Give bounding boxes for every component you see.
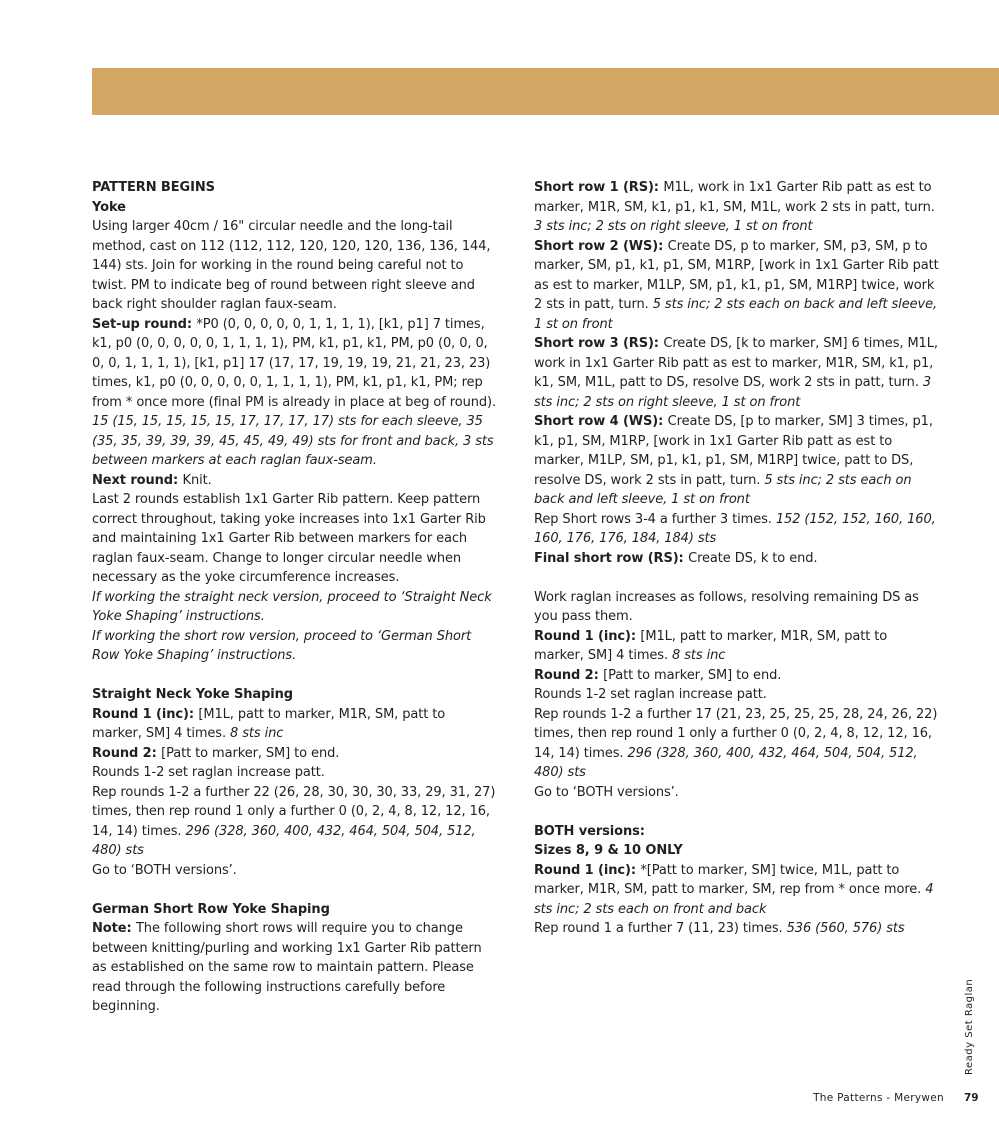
stitch-count-note: 15 (15, 15, 15, 15, 15, 17, 17, 17, 17) sts for each sleeve, 35 (35, 35, 39, 39, 39, 45, 45, 49, 49) sts for front and back, 3 sts between markers at each raglan faux-seam. <box>92 414 494 468</box>
instruction-label: Set-up round: <box>92 316 197 332</box>
section-heading: German Short Row Yoke Shaping <box>92 901 330 917</box>
instruction-text: Rep round 1 a further 7 (11, 23) times. <box>534 921 787 936</box>
instruction-paragraph <box>92 763 497 783</box>
stitch-count-note: 3 sts inc; 2 sts on right sleeve, 1 st on front <box>534 375 932 410</box>
instruction-text: [Patt to marker, SM] to end. <box>603 667 782 683</box>
stitch-count-note: If working the short row version, proceed to ‘German Short Row Yoke Shaping’ instructions. <box>92 628 472 663</box>
instruction-text: Rep rounds 1-2 a further 22 (26, 28, 30, 30, 30, 33, 29, 31, 27) times, then rep round 1 only a further 0 (0, 2, 4, 8, 12, 12, 16, 14, 14) times. <box>92 784 496 839</box>
instruction-paragraph <box>92 471 497 491</box>
stitch-count-note: 5 sts inc; 2 sts each on back and left sleeve, 1 st on front <box>534 472 912 507</box>
instruction-text: Work raglan increases as follows, resolving remaining DS as you pass them. <box>534 589 919 624</box>
instruction-text: Last 2 rounds establish 1x1 Garter Rib pattern. Keep pattern correct throughout, taking yoke increases into 1x1 Garter Rib and maintaining 1x1 Garter Rib between markers for each raglan faux-seam. Change to longer circular needle when necessary as the yoke circumference increases. <box>92 492 486 585</box>
paragraph-gap <box>92 666 497 686</box>
instruction-paragraph <box>534 783 939 803</box>
instruction-paragraph <box>92 588 497 627</box>
instruction-paragraph <box>92 861 497 881</box>
instruction-label: Round 2: <box>92 745 162 761</box>
stitch-count-note: 3 sts inc; 2 sts on right sleeve, 1 st on front <box>534 219 813 234</box>
section-heading: Straight Neck Yoke Shaping <box>92 687 293 702</box>
stitch-count-note: 152 (152, 152, 160, 160, 160, 176, 176, 184, 184) sts <box>534 511 936 546</box>
stitch-count-note: 8 sts inc <box>672 648 726 663</box>
instruction-text: *P0 (0, 0, 0, 0, 0, 1, 1, 1, 1), [k1, p1] 7 times, k1, p0 (0, 0, 0, 0, 0, 1, 1, 1, 1), PM, k1, p1, k1, PM, p0 (0, 0, 0, 0, 0, 1, 1, 1, 1), [k1, p1] 17 (17, 17, 19, 19, 19, 21, 21, 23, 23) times, k1, p0 (0, 0, 0, 0, 0, 1, 1, 1, 1), PM, k1, p1, k1, PM; rep from * once more (final PM is already in place at beg of round). <box>92 316 497 410</box>
instruction-label: Short row 2 (WS): <box>534 238 668 254</box>
instruction-label: Next round: <box>92 472 183 488</box>
stitch-count-note: If working the straight neck version, proceed to ‘Straight Neck Yoke Shaping’ instructions. <box>92 589 492 624</box>
section-heading: BOTH versions: <box>534 823 645 839</box>
instruction-text: Create DS, [p to marker, SM] 3 times, p1, k1, p1, SM, M1RP, [work in 1x1 Garter Rib patt as est to marker, M1LP, SM, p1, k1, p1, SM, M1RP] twice, patt to DS, resolve DS, work 2 sts in patt, turn. <box>534 414 933 488</box>
instruction-paragraph <box>92 217 497 315</box>
left-column <box>92 178 497 1017</box>
stitch-count-note: 536 (560, 576) sts <box>786 921 905 936</box>
instruction-label: Round 2: <box>534 667 604 683</box>
instruction-text: Go to ‘BOTH versions’. <box>534 784 679 800</box>
footer-title: The Patterns - Merywen <box>813 1092 944 1104</box>
instruction-label: Short row 1 (RS): <box>534 180 664 195</box>
instruction-text: Knit. <box>182 472 212 488</box>
instruction-paragraph <box>534 627 939 666</box>
stitch-count-note: 4 sts inc; 2 sts each on front and back <box>534 882 934 917</box>
section-heading: Yoke <box>92 199 126 215</box>
section-heading: PATTERN BEGINS <box>92 180 215 195</box>
instruction-text: [Patt to marker, SM] to end. <box>161 745 340 761</box>
section-heading: Sizes 8, 9 & 10 ONLY <box>534 843 683 858</box>
instruction-text: The following short rows will require you to change between knitting/purling and working 1x1 Garter Rib pattern as established on the same row to maintain pattern. Please read through the following instructions carefully before beginning. <box>92 921 482 1014</box>
instruction-text: M1L, work in 1x1 Garter Rib patt as est to marker, M1R, SM, k1, p1, k1, SM, M1L, work 2 sts in patt, turn. <box>534 180 935 215</box>
paragraph-gap <box>92 880 497 900</box>
instruction-text: Rounds 1-2 set raglan increase patt. <box>534 687 767 702</box>
instruction-text: Rep rounds 1-2 a further 17 (21, 23, 25, 25, 25, 28, 24, 26, 22) times, then rep round 1 only a further 0 (0, 2, 4, 8, 12, 12, 16, 14, 14) times. <box>534 706 938 761</box>
instruction-label: Round 1 (inc): <box>534 862 641 878</box>
instruction-text: Rounds 1-2 set raglan increase patt. <box>92 765 325 780</box>
stitch-count-note: 296 (328, 360, 400, 432, 464, 504, 504, 512, 480) sts <box>534 745 918 780</box>
instruction-paragraph <box>534 549 939 569</box>
instruction-paragraph <box>92 315 497 471</box>
stitch-count-note: 296 (328, 360, 400, 432, 464, 504, 504, 512, 480) sts <box>92 823 476 858</box>
instruction-paragraph <box>534 666 939 686</box>
instruction-paragraph <box>92 919 497 1017</box>
instruction-label: Short row 3 (RS): <box>534 336 664 351</box>
instruction-paragraph <box>534 237 939 335</box>
paragraph-gap <box>534 568 939 588</box>
instruction-paragraph <box>92 705 497 744</box>
right-column <box>534 178 939 939</box>
paragraph-gap <box>534 802 939 822</box>
instruction-paragraph <box>92 627 497 666</box>
instruction-label: Round 1 (inc): <box>92 706 199 722</box>
instruction-paragraph <box>534 510 939 549</box>
instruction-text: Create DS, [k to marker, SM] 6 times, M1L, work in 1x1 Garter Rib patt as est to marker, M1R, SM, k1, p1, k1, SM, M1L, patt to DS, resolve DS, work 2 sts in patt, turn. <box>534 336 938 390</box>
instruction-text: Using larger 40cm / 16" circular needle and the long-tail method, cast on 112 (112, 112, 120, 120, 120, 136, 136, 144, 144) sts. Join for working in the round being careful not to twist. PM to indicate beg of round between right sleeve and back right shoulder raglan faux-seam. <box>92 219 491 312</box>
instruction-paragraph <box>92 783 497 861</box>
instruction-text: Rep Short rows 3-4 a further 3 times. <box>534 511 776 527</box>
instruction-text: Create DS, p to marker, SM, p3, SM, p to marker, SM, p1, k1, p1, SM, M1RP, [work in 1x1 Garter Rib patt as est to marker, M1LP, SM, p1, k1, p1, SM, M1RP] twice, work 2 sts in patt, turn. <box>534 238 939 312</box>
instruction-label: Final short row (RS): <box>534 550 689 566</box>
instruction-paragraph <box>534 861 939 920</box>
instruction-text: *[Patt to marker, SM] twice, M1L, patt to marker, M1R, SM, patt to marker, SM, rep from * once more. <box>534 862 926 897</box>
instruction-paragraph <box>92 490 497 588</box>
instruction-label: Short row 4 (WS): <box>534 414 668 429</box>
sidebar-label: Ready Set Raglan <box>964 978 975 1075</box>
instruction-text: Go to ‘BOTH versions’. <box>92 862 237 878</box>
instruction-paragraph <box>92 744 497 764</box>
instruction-text: Create DS, k to end. <box>688 550 818 566</box>
page-number: 79 <box>964 1092 979 1104</box>
instruction-paragraph <box>534 412 939 510</box>
stitch-count-note: 8 sts inc <box>230 726 284 741</box>
instruction-paragraph <box>534 919 939 939</box>
instruction-paragraph <box>534 685 939 705</box>
instruction-paragraph <box>534 705 939 783</box>
instruction-paragraph <box>534 334 939 412</box>
header-banner <box>92 68 999 115</box>
instruction-paragraph <box>534 588 939 627</box>
instruction-text: [M1L, patt to marker, M1R, SM, patt to marker, SM] 4 times. <box>92 706 446 741</box>
instruction-label: Note: <box>92 921 136 936</box>
stitch-count-note: 5 sts inc; 2 sts each on back and left sleeve, 1 st on front <box>534 297 938 332</box>
instruction-text: [M1L, patt to marker, M1R, SM, patt to marker, SM] 4 times. <box>534 628 888 663</box>
instruction-label: Round 1 (inc): <box>534 628 641 644</box>
instruction-paragraph <box>534 178 939 237</box>
